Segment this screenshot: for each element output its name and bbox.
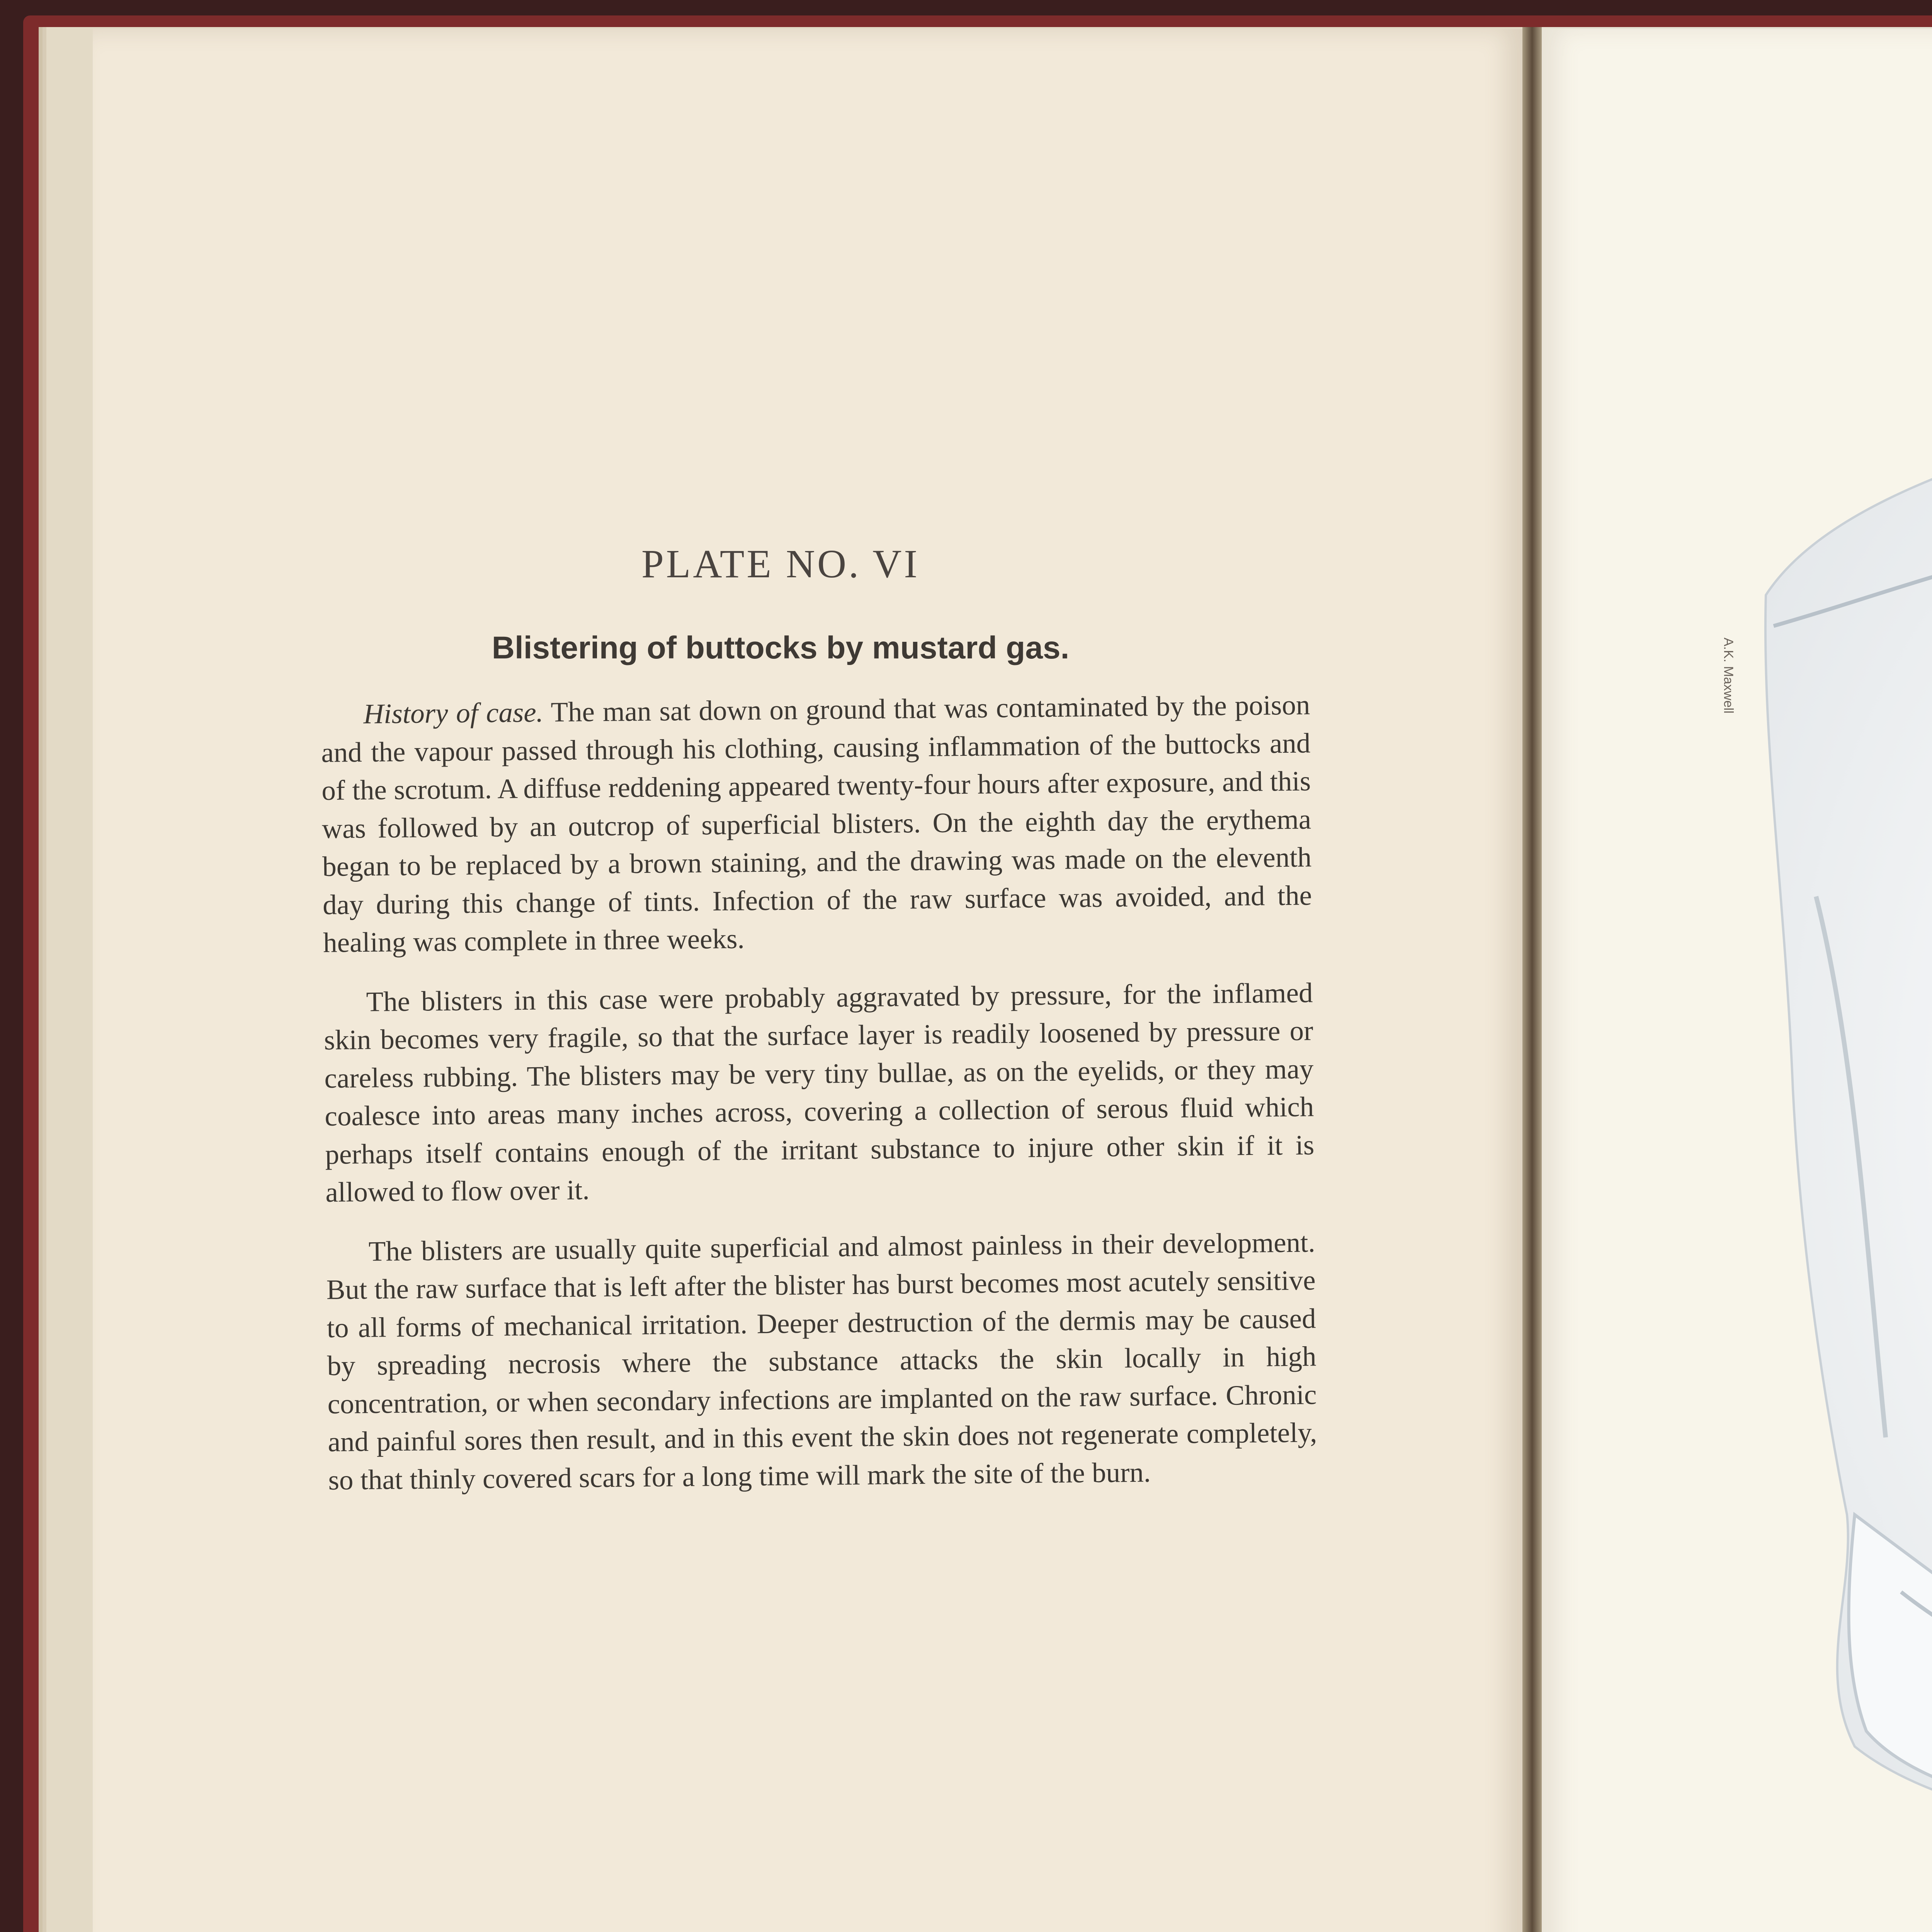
paragraph-development: The blisters are usually quite superficial and almost painless in their development. But the raw surface that is left after the blister has burst becomes most acutely sensitive to all forms of mechanical irritation. Deeper destruction of the dermis may be caused by spreading necrosis where the substance attacks the skin locally in high concentration, or when secondary infections are implanted on the raw surface. Chronic and painful sores then result, and in this event the skin does not regenerate completely, so that thinly covered scars for a long time will mark the site of the burn. [326, 1226, 1317, 1496]
paragraph-text: The man sat down on ground that was contaminated by the poison and the vapour passed through his clothing, causing inflammation of the buttocks and of the scrotum. A diffuse reddening appeared twenty-four hours after exposure, and this was followed by an outcrop of superficial blisters. On the eighth day the erythema began to be replaced by a brown staining, and the drawing was made on the eleventh day during this change of tints. Infection of the raw surface was avoided, and the healing was complete in three weeks. [321, 689, 1312, 958]
paragraph-lead: History of case. [363, 696, 544, 730]
paragraph-blisters: The blisters in this case were probably aggravated by pressure, for the inflamed skin becomes very fragile, so that the surface layer is readily loosened by pressure or careless rubbing. The blisters may be very tiny bullae, as on the eyelids, or they may coalesce into areas many inches across, covering a collection of serous fluid which perhaps itself contains enough of the irritant substance to injure other skin if it is allowed to flow over it. [324, 976, 1315, 1208]
plate-title: Blistering of buttocks by mustard gas. [492, 630, 1070, 665]
paragraph-history [321, 686, 1313, 962]
medical-illustration [1739, 355, 1932, 1901]
book-gutter [1522, 27, 1542, 1932]
case-description [321, 686, 1318, 1520]
signature-text: A.K. Maxwell [1721, 638, 1736, 714]
plate-heading: PLATE NO. VI [641, 542, 920, 586]
